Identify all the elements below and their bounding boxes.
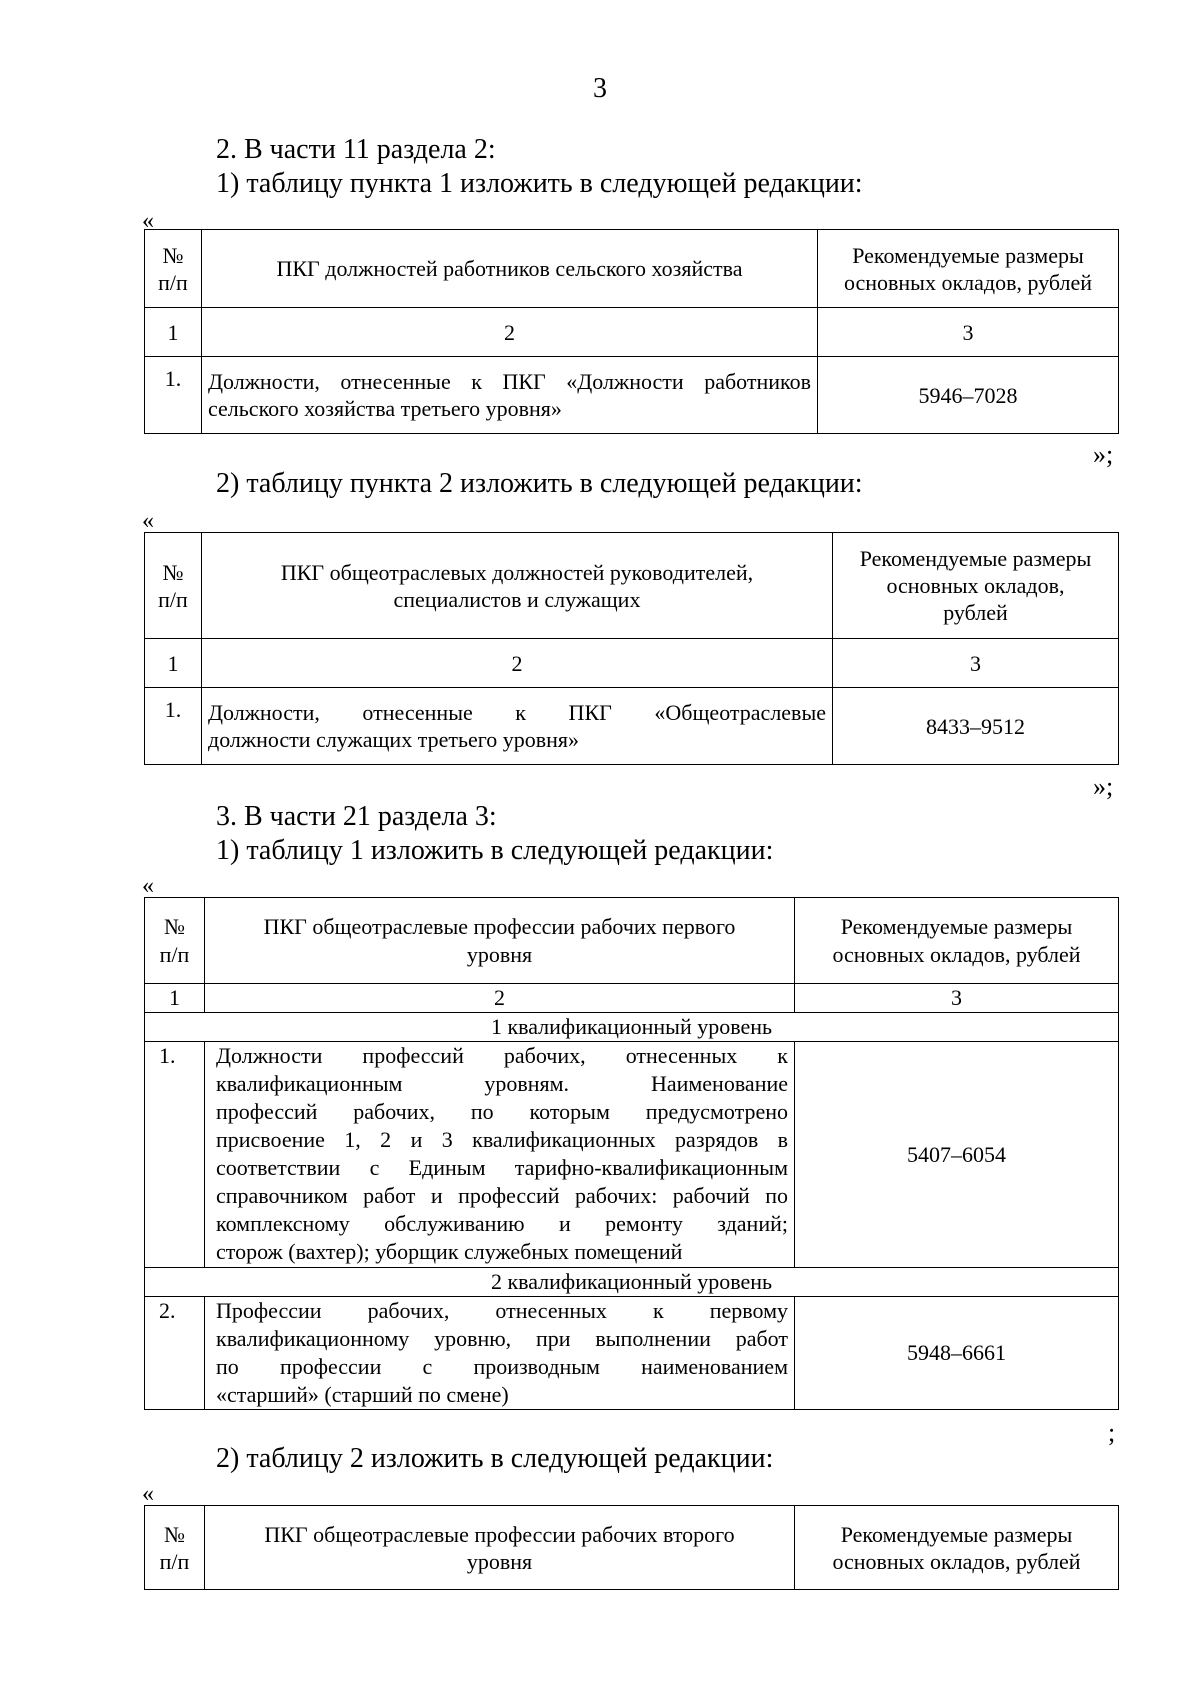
table2-index-2: 2 xyxy=(202,639,833,688)
table3-index-1: 1 xyxy=(145,984,205,1013)
table2-header-name-line: ПКГ общеотраслевых должностей руководителей, xyxy=(280,559,754,585)
no-abbrev: п/п xyxy=(158,269,188,295)
no-abbrev: п/п xyxy=(158,586,188,612)
close-quote-2: »; xyxy=(1093,772,1114,801)
table3-header-salary-line: основных окладов, рублей xyxy=(832,941,1081,967)
table3-row2-salary: 5948–6661 xyxy=(795,1297,1119,1410)
table3-row1-salary: 5407–6054 xyxy=(795,1042,1119,1268)
table3-index-row xyxy=(145,984,1119,1013)
open-quote-3: « xyxy=(142,873,154,899)
table-row xyxy=(145,1042,1119,1268)
table1-header-name: ПКГ должностей работников сельского хозяйства xyxy=(202,230,818,308)
table3-row1-line: комплексному обслуживанию и ремонту зданий; xyxy=(216,1211,788,1236)
no-abbrev: п/п xyxy=(159,941,190,967)
table3-row1-line: справочником работ и профессий рабочих: рабочий по xyxy=(216,1183,788,1208)
table1 xyxy=(144,229,1119,434)
item1-intro: 1) таблицу пункта 1 изложить в следующей редакции: xyxy=(216,168,863,199)
open-quote-1: « xyxy=(142,208,154,234)
table3 xyxy=(144,897,1119,1410)
table1-header-salary: Рекомендуемые размеры основных окладов, рублей xyxy=(818,230,1119,308)
table1-row-text-line: Должности, отнесенные к ПКГ «Должности работников xyxy=(208,369,811,394)
open-quote-2: « xyxy=(142,508,154,534)
table2-header-salary-line: рублей xyxy=(943,600,1008,625)
table1-header-row xyxy=(145,230,1119,308)
table4-header-salary-line: основных окладов, рублей xyxy=(832,1548,1081,1574)
item4-intro: 2) таблицу 2 изложить в следующей редакции: xyxy=(216,1443,774,1474)
table3-header-row xyxy=(145,898,1119,984)
table2-row-text-line: должности служащих третьего уровня» xyxy=(208,727,580,752)
item3-intro: 1) таблицу 1 изложить в следующей редакции: xyxy=(216,835,774,866)
table3-header-no xyxy=(145,898,205,984)
table3-index-2: 2 xyxy=(205,984,795,1013)
table2-index-row xyxy=(145,639,1119,688)
no-symbol: № xyxy=(164,1521,185,1547)
table2-row-text-line: Должности, отнесенные к ПКГ «Общеотраслевые xyxy=(208,700,826,725)
table3-level1-row xyxy=(145,1013,1119,1042)
table3-row2-line: по профессии с производным наименованием xyxy=(216,1354,788,1379)
table2-header-no xyxy=(145,533,202,639)
table4 xyxy=(144,1505,1119,1590)
item2-intro: 2) таблицу пункта 2 изложить в следующей редакции: xyxy=(216,468,863,499)
close-quote-1: »; xyxy=(1093,440,1114,469)
table2-index-1: 1 xyxy=(145,639,202,688)
no-abbrev: п/п xyxy=(159,1548,190,1574)
table4-header-name xyxy=(205,1506,795,1590)
table3-header-salary-line: Рекомендуемые размеры xyxy=(840,913,1073,939)
table3-row1-line: квалификационным уровням. Наименование xyxy=(216,1071,788,1096)
no-symbol: № xyxy=(162,242,184,268)
table-row xyxy=(145,357,1119,434)
table2-header-name xyxy=(202,533,833,639)
table2-header-salary-line: Рекомендуемые размеры xyxy=(859,546,1092,571)
table3-header-salary xyxy=(795,898,1119,984)
table1-row-text xyxy=(202,357,818,434)
table1-index-1: 1 xyxy=(145,308,202,357)
table3-row1-line: соответствии с Единым тарифно-квалификационным xyxy=(216,1155,788,1180)
table3-row1-line: сторож (вахтер); уборщик служебных помещений xyxy=(216,1239,683,1264)
table-row xyxy=(145,688,1119,765)
table1-index-2: 2 xyxy=(202,308,818,357)
table3-header-name-line: ПКГ общеотраслевые профессии рабочих первого xyxy=(263,913,736,939)
table4-header-salary xyxy=(795,1506,1119,1590)
table4-header-salary-line: Рекомендуемые размеры xyxy=(840,1521,1073,1547)
no-symbol: № xyxy=(162,559,184,585)
open-quote-4: « xyxy=(142,1481,154,1507)
table3-header-name xyxy=(205,898,795,984)
table1-row-no: 1. xyxy=(145,357,202,434)
table2-header-salary-line: основных окладов, xyxy=(886,573,1065,598)
table3-row1-line: присвоение 1, 2 и 3 квалификационных разрядов в xyxy=(216,1127,788,1152)
table3-level2-row xyxy=(145,1268,1119,1297)
table3-level2: 2 квалификационный уровень xyxy=(145,1268,1119,1297)
table1-row-salary: 5946–7028 xyxy=(818,357,1119,434)
table2 xyxy=(144,532,1119,765)
table2-row-no: 1. xyxy=(145,688,202,765)
table3-row2-line: квалификационному уровню, при выполнении работ xyxy=(216,1326,788,1351)
table1-index-row xyxy=(145,308,1119,357)
table1-header-no xyxy=(145,230,202,308)
table2-row-salary: 8433–9512 xyxy=(833,688,1119,765)
table3-row1-line: профессий рабочих, по которым предусмотрено xyxy=(216,1099,788,1124)
table4-header-no xyxy=(145,1506,205,1590)
table3-row2-text xyxy=(205,1297,795,1410)
table2-header-salary xyxy=(833,533,1119,639)
table3-index-3: 3 xyxy=(795,984,1119,1013)
semicolon: ; xyxy=(1108,1418,1116,1447)
table1-row-text-line: сельского хозяйства третьего уровня» xyxy=(208,396,562,421)
section2-heading: 2. В части 11 раздела 2: xyxy=(216,134,496,165)
table4-header-name-line: уровня xyxy=(466,1548,533,1574)
table3-row1-line: Должности профессий рабочих, отнесенных к xyxy=(216,1043,788,1068)
section3-heading: 3. В части 21 раздела 3: xyxy=(216,801,497,832)
table3-row1-no: 1. xyxy=(145,1042,205,1268)
table2-header-row xyxy=(145,533,1119,639)
table3-level1: 1 квалификационный уровень xyxy=(145,1013,1119,1042)
table4-header-name-line: ПКГ общеотраслевые профессии рабочих второго xyxy=(264,1521,735,1547)
page-number: 3 xyxy=(593,73,607,104)
table3-row2-line: «старший» (старший по смене) xyxy=(216,1382,509,1407)
table2-index-3: 3 xyxy=(833,639,1119,688)
table3-row1-text xyxy=(205,1042,795,1268)
table1-index-3: 3 xyxy=(818,308,1119,357)
table2-row-text xyxy=(202,688,833,765)
table4-header-row xyxy=(145,1506,1119,1590)
table3-row2-line: Профессии рабочих, отнесенных к первому xyxy=(216,1298,788,1323)
table3-header-name-line: уровня xyxy=(466,941,533,967)
table-row xyxy=(145,1297,1119,1410)
table3-row2-no: 2. xyxy=(145,1297,205,1410)
no-symbol: № xyxy=(164,913,185,939)
table2-header-name-line: специалистов и служащих xyxy=(393,586,641,612)
